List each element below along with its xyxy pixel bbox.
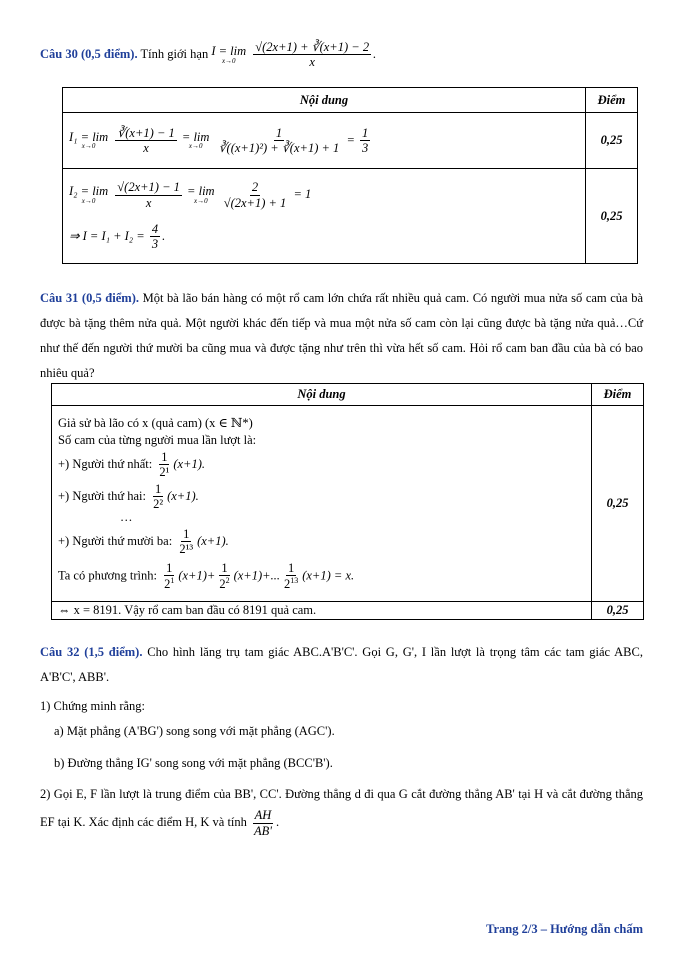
q30-row1-score: 0,25 [586,113,638,169]
q32-part1a: a) Mặt phẳng (A'BG') song song với mặt phẳng (AGC'). [54,724,335,738]
q31-thirteenth-num: 1 [183,527,190,542]
q31-row1-score: 0,25 [592,406,644,602]
q31-thirteenth-label: +) Người thứ mười ba: [58,533,173,548]
q32-part2-end: . [275,815,280,829]
q31-table [51,383,644,620]
q31-first-paren: (x+1). [173,456,206,471]
q31-col-score: Điểm [592,384,644,406]
q30-r2-res: = 1 [293,187,312,201]
q30-formula: I = lim x→0 $\frac{√(2x+1) + ∛(x+1) - 2}{x}$ . [211,40,377,70]
q30-r1-res-den: 3 [362,141,369,155]
q32-part2-text: 2) Gọi E, F lần lượt là trung điểm của BB', CC'. Đường thẳng d đi qua G cắt đường thẳng AB' tại H và cắt đường thẳng EF tại K. Xác định các điểm H, K và tính [40,787,643,829]
q30-r2-den1: x [145,195,152,210]
q30-r2-eq: = lim [187,184,215,199]
q30-formula-lim: I = lim [211,44,247,59]
q32-statement [40,640,643,690]
q31-thirteenth-den: 2¹³ [179,542,194,557]
q32-part1b: b) Đường thẳng IG' song song với mặt phẳng (BCC'B'). [54,756,333,770]
q30-row2-score: 0,25 [586,169,638,264]
q30-row1-content: I₁ = lim x→0 $\frac{∛(x+1) - 1}{x}$ = lim x→0 $\frac{1}{\text{∛((x+1)²) + ∛(x+1) + 1}}$ = $\frac{1}{3}$ [63,113,586,169]
q31-row2-score: 0,25 [592,602,644,620]
q30-r2-line2: ⇒ I = I₁ + I₂ = [69,228,145,243]
q31-row2-content: ⇔ x = 8191. Vậy rổ cam ban đầu có 8191 quả cam. [52,602,592,620]
q30-formula-lim-sub: x→0 [221,56,236,65]
q32-text1: Cho hình lăng trụ tam giác ABC.A'B'C'. Gọi G, G', I lần lượt là trọng tâm các tam giác ABC, A'B'C', ABB'. [40,645,643,684]
q31-thirteenth-paren: (x+1). [197,533,229,548]
q30-table [62,87,638,264]
q31-second-label: +) Người thứ hai: [58,488,146,503]
q31-line-intro: Số cam của từng người mua lần lượt là: [58,432,257,447]
q30-r1-lhs: I₁ = lim [69,129,109,144]
q30-r1-den2: ∛((x+1)²) + ∛(x+1) + 1 [218,141,340,155]
q32-heading: Câu 32 (1,5 điểm). [40,645,143,659]
q31-text: Một bà lão bán hàng có một rổ cam lớn chứa rất nhiều quả cam. Có người mua nửa số cam của bà được bà tặng thêm nửa quả. Một người khác đến tiếp và mua một nửa số cam còn lại cũng được bà tặng nửa quả…Cứ như thế đến người thứ mười ba cũng mua và được tặng như trên thì vừa hết số cam. Hỏi rổ cam ban đầu của bà có bao nhiêu quả? [40,291,643,380]
q31-eq-num3: 1 [287,560,295,575]
q30-r2-res2-num: 4 [151,222,159,236]
q31-first-label: +) Người thứ nhất: [58,456,153,471]
q31-col-content: Nội dung [52,384,592,406]
q31-second-num: 1 [154,481,162,496]
q30-heading: Câu 30 (0,5 điểm). [40,46,138,61]
q31-line-assume: Giả sử bà lão có x (quả cam) (x ∈ ℕ*) [58,416,253,431]
q31-line-second [58,482,585,512]
q30-r2-lhs: I₂ = lim [69,184,109,199]
q31-heading: Câu 31 (0,5 điểm). [40,291,139,305]
q30-formula-denominator: x [309,55,315,70]
q31-second-paren: (x+1). [167,488,199,503]
q30-text: Tính giới hạn [140,46,209,61]
q30-r2-den2: √(2x+1) + 1 [223,195,287,210]
q30-r1-den1: x [143,141,149,155]
q31-eq-num2: 1 [221,560,228,575]
q31-line-ellipsis: … [120,510,133,525]
q32-ratio-num: AH [254,808,272,823]
q30-r2-res2-den: 3 [151,237,159,252]
q31-row1-content [52,406,592,602]
q30-r1-num1: ∛(x+1) − 1 [117,125,175,140]
q31-second-den: 2² [153,496,164,511]
q31-equation-tail: (x+1) = x. [302,568,355,583]
q30-r1-eq: = lim [181,129,210,144]
q31-equation-label: Ta có phương trình: [58,568,157,583]
q30-statement [40,40,650,70]
q31-line-equation: Ta có phương trình: $\frac{1}{2^1}$ (x+1)+ $\frac{1}{2^2}$ (x+1)+... $\frac{1}{2^{13}}$ (x+1) = x. [58,560,355,592]
q30-col-score: Điểm [586,88,638,113]
q31-line-first [58,450,585,480]
page-footer: Trang 2/3 – Hướng dẫn chấm [486,922,643,936]
q31-line-thirteenth [58,527,585,557]
q30-r2-num2: 2 [251,180,259,195]
q30-r1-res-num: 1 [362,125,369,140]
q30-row2-content: I₂ = lim x→0 $\frac{√(2x+1) - 1}{x}$ = lim x→0 $\frac{2}{√(2x+1) + 1}$ = 1 ⇒ I = I₁ + I₂ = $\frac{4}{3}$ . [63,169,586,264]
q31-eq-num1: 1 [166,560,173,575]
q32-ratio-den: AB' [254,823,272,838]
q32-part1: 1) Chứng minh rằng: [40,699,146,713]
q30-formula-numerator: √(2x+1) + ∛(x+1) − 2 [255,40,370,54]
q30-col-content: Nội dung [63,88,586,113]
q30-r1-num2: 1 [275,125,283,140]
q31-first-den: 2¹ [159,465,170,480]
q32-part2 [40,780,643,838]
q31-statement [40,286,643,386]
q31-first-num: 1 [161,449,168,464]
q30-r2-num1: √(2x+1) − 1 [117,180,180,195]
